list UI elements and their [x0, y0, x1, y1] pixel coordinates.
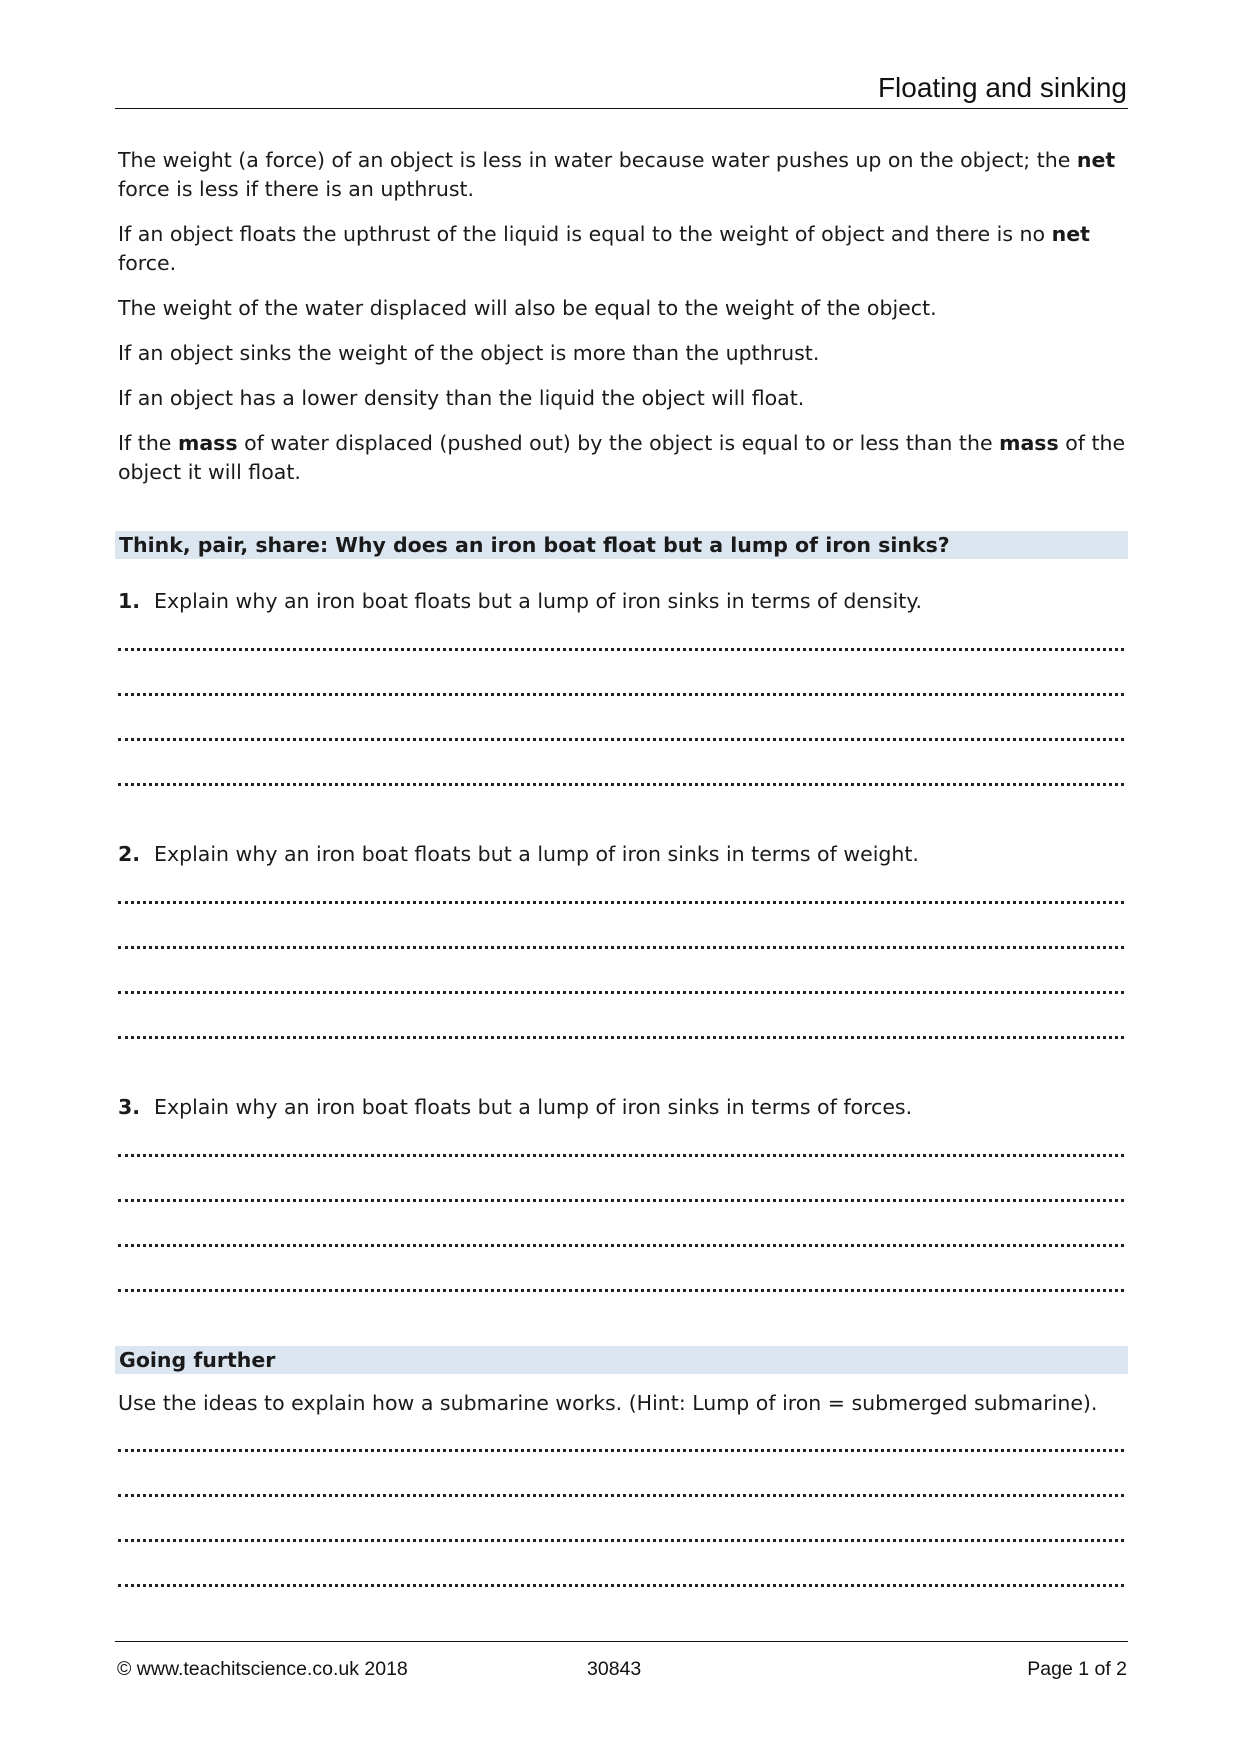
going-further-prompt: Use the ideas to explain how a submarine works. (Hint: Lump of iron = submerged submarine).	[118, 1391, 1098, 1415]
answer-line[interactable]	[118, 991, 1124, 994]
question-text: Explain why an iron boat floats but a lump of iron sinks in terms of weight.	[154, 842, 919, 866]
answer-line[interactable]	[118, 648, 1124, 651]
intro-paragraph-1: The weight (a force) of an object is less in water because water pushes up on the object; the net force is less if there is an upthrust.	[118, 148, 1116, 201]
intro-paragraph-4: If an object sinks the weight of the object is more than the upthrust.	[118, 341, 820, 365]
intro-paragraph-2: If an object floats the upthrust of the liquid is equal to the weight of object and there is no net force.	[118, 222, 1090, 275]
question-2	[118, 840, 1128, 869]
footer-document-code: 30843	[587, 1658, 642, 1680]
answer-line[interactable]	[118, 1494, 1124, 1497]
section-heading-going-further: Going further	[115, 1346, 1128, 1374]
answer-line[interactable]	[118, 1584, 1124, 1587]
question-number: 2.	[118, 842, 141, 866]
answer-line[interactable]	[118, 901, 1124, 904]
header-rule	[115, 108, 1128, 109]
bold-term: mass	[177, 431, 238, 455]
intro-paragraph-3: The weight of the water displaced will also be equal to the weight of the object.	[118, 296, 937, 320]
footer-copyright: © www.teachitscience.co.uk 2018	[117, 1658, 408, 1680]
answer-line[interactable]	[118, 946, 1124, 949]
footer-rule	[115, 1641, 1128, 1642]
answer-line[interactable]	[118, 1244, 1124, 1247]
intro-paragraph-6: If the mass of water displaced (pushed out) by the object is equal to or less than the mass of the object it will float.	[118, 431, 1126, 484]
bold-term: net	[1076, 148, 1116, 172]
answer-line[interactable]	[118, 783, 1124, 786]
question-1	[118, 587, 1128, 616]
section-heading-think-pair-share: Think, pair, share: Why does an iron boat float but a lump of iron sinks?	[115, 531, 1128, 559]
answer-line[interactable]	[118, 1289, 1124, 1292]
page-title: Floating and sinking	[877, 72, 1127, 103]
question-3	[118, 1093, 1128, 1122]
answer-line[interactable]	[118, 1449, 1124, 1452]
footer-page-number: Page 1 of 2	[1027, 1658, 1127, 1680]
question-text: Explain why an iron boat floats but a lump of iron sinks in terms of density.	[154, 589, 923, 613]
answer-line[interactable]	[118, 693, 1124, 696]
answer-line[interactable]	[118, 1539, 1124, 1542]
intro-paragraph-5: If an object has a lower density than the liquid the object will float.	[118, 386, 805, 410]
bold-term: mass	[999, 431, 1059, 455]
question-text: Explain why an iron boat floats but a lump of iron sinks in terms of forces.	[154, 1095, 913, 1119]
answer-line[interactable]	[118, 1199, 1124, 1202]
answer-line[interactable]	[118, 1036, 1124, 1039]
answer-line[interactable]	[118, 738, 1124, 741]
question-number: 1.	[118, 589, 141, 613]
answer-line[interactable]	[118, 1154, 1124, 1157]
question-number: 3.	[118, 1095, 141, 1119]
bold-term: net	[1051, 222, 1090, 246]
